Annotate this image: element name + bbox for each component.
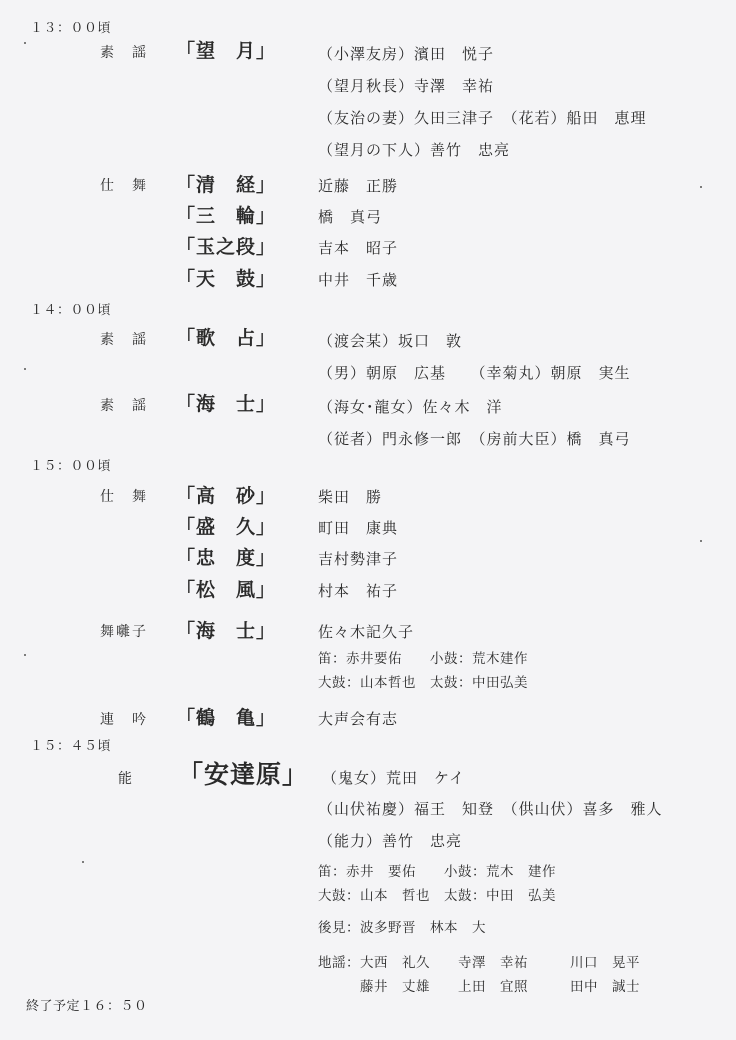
performer-line: 中井 千歳 (318, 271, 399, 289)
program-category: 仕 舞 (100, 178, 148, 194)
performer-line: （山伏祐慶）福王 知登 （供山伏）喜多 雅人 (318, 800, 663, 818)
program-title: 「松 風」 (176, 579, 277, 601)
program-title: 「鶴 亀」 (176, 707, 277, 729)
performer-line: （従者）門永修一郎 （房前大臣）橋 真弓 (318, 430, 631, 448)
program-title: 「高 砂」 (176, 485, 277, 507)
performer-line: 柴田 勝 (318, 488, 383, 506)
section-time: １５：４５頃 (30, 739, 112, 754)
program-title: 「盛 久」 (176, 516, 277, 538)
performer-line: （海女･龍女）佐々木 洋 (318, 398, 503, 416)
performer-line: 吉本 昭子 (318, 239, 399, 257)
program-title: 「望 月」 (176, 40, 277, 62)
scan-speck (24, 42, 26, 44)
section-time: １４：００頃 (30, 303, 112, 318)
performer-line: （望月秋長）寺澤 幸祐 (318, 77, 495, 95)
program-category: 素 謡 (100, 45, 148, 61)
program-category: 能 (118, 771, 134, 787)
performer-line: 藤井 丈雄 上田 宜照 田中 誠士 (318, 979, 640, 995)
performer-line: （男）朝原 広基 （幸菊丸）朝原 実生 (318, 364, 631, 382)
program-category: 舞囃子 (100, 624, 148, 640)
performer-line: 町田 康典 (318, 519, 399, 537)
performer-line: 笛：赤井要佑 小鼓：荒木建作 (318, 651, 528, 667)
program-category: 素 謡 (100, 398, 148, 414)
performer-line: （鬼女）荒田 ケイ (322, 769, 465, 787)
program-category: 素 謡 (100, 332, 148, 348)
scan-speck (24, 368, 26, 370)
performer-line: （小澤友房）濱田 悦子 (318, 45, 495, 63)
performer-line: 吉村勢津子 (318, 550, 399, 568)
program-title: 「海 士」 (176, 393, 277, 415)
program-title: 「歌 占」 (176, 327, 277, 349)
performer-line: 近藤 正勝 (318, 177, 399, 195)
performer-line: 橋 真弓 (318, 208, 383, 226)
program-title: 「忠 度」 (176, 547, 277, 569)
section-time: １３：００頃 (30, 21, 112, 36)
performer-line: （友治の妻）久田三津子 （花若）船田 恵理 (318, 109, 647, 127)
scan-speck (24, 654, 26, 656)
program-title: 「海 士」 (176, 620, 277, 642)
program-title: 「三 輪」 (176, 205, 277, 227)
performer-line: 大鼓：山本哲也 太鼓：中田弘美 (318, 675, 528, 691)
program-category: 連 吟 (100, 712, 148, 728)
performer-line: （能力）善竹 忠亮 (318, 832, 463, 850)
scan-speck (700, 186, 702, 188)
performer-line: 後見：波多野晋 林本 大 (318, 920, 486, 936)
program-title: 「安達原」 (178, 760, 309, 789)
performer-line: （渡会某）坂口 敦 (318, 332, 463, 350)
performer-line: 大声会有志 (318, 710, 399, 728)
performer-line: 大鼓：山本 哲也 太鼓：中田 弘美 (318, 888, 556, 904)
scan-speck (700, 540, 702, 542)
performer-line: 佐々木記久子 (318, 623, 415, 641)
scan-speck (82, 861, 84, 863)
performer-line: 笛：赤井 要佑 小鼓：荒木 建作 (318, 864, 556, 880)
program-category: 仕 舞 (100, 489, 148, 505)
performer-line: 地謡：大西 礼久 寺澤 幸祐 川口 晃平 (318, 955, 640, 971)
performer-line: （望月の下人）善竹 忠亮 (318, 141, 511, 159)
end-time-note: 終了予定１６：５０ (26, 999, 148, 1014)
section-time: １５：００頃 (30, 459, 112, 474)
program-title: 「天 鼓」 (176, 268, 277, 290)
program-title: 「玉之段」 (176, 236, 277, 258)
performer-line: 村本 祐子 (318, 582, 399, 600)
program-title: 「清 経」 (176, 174, 277, 196)
